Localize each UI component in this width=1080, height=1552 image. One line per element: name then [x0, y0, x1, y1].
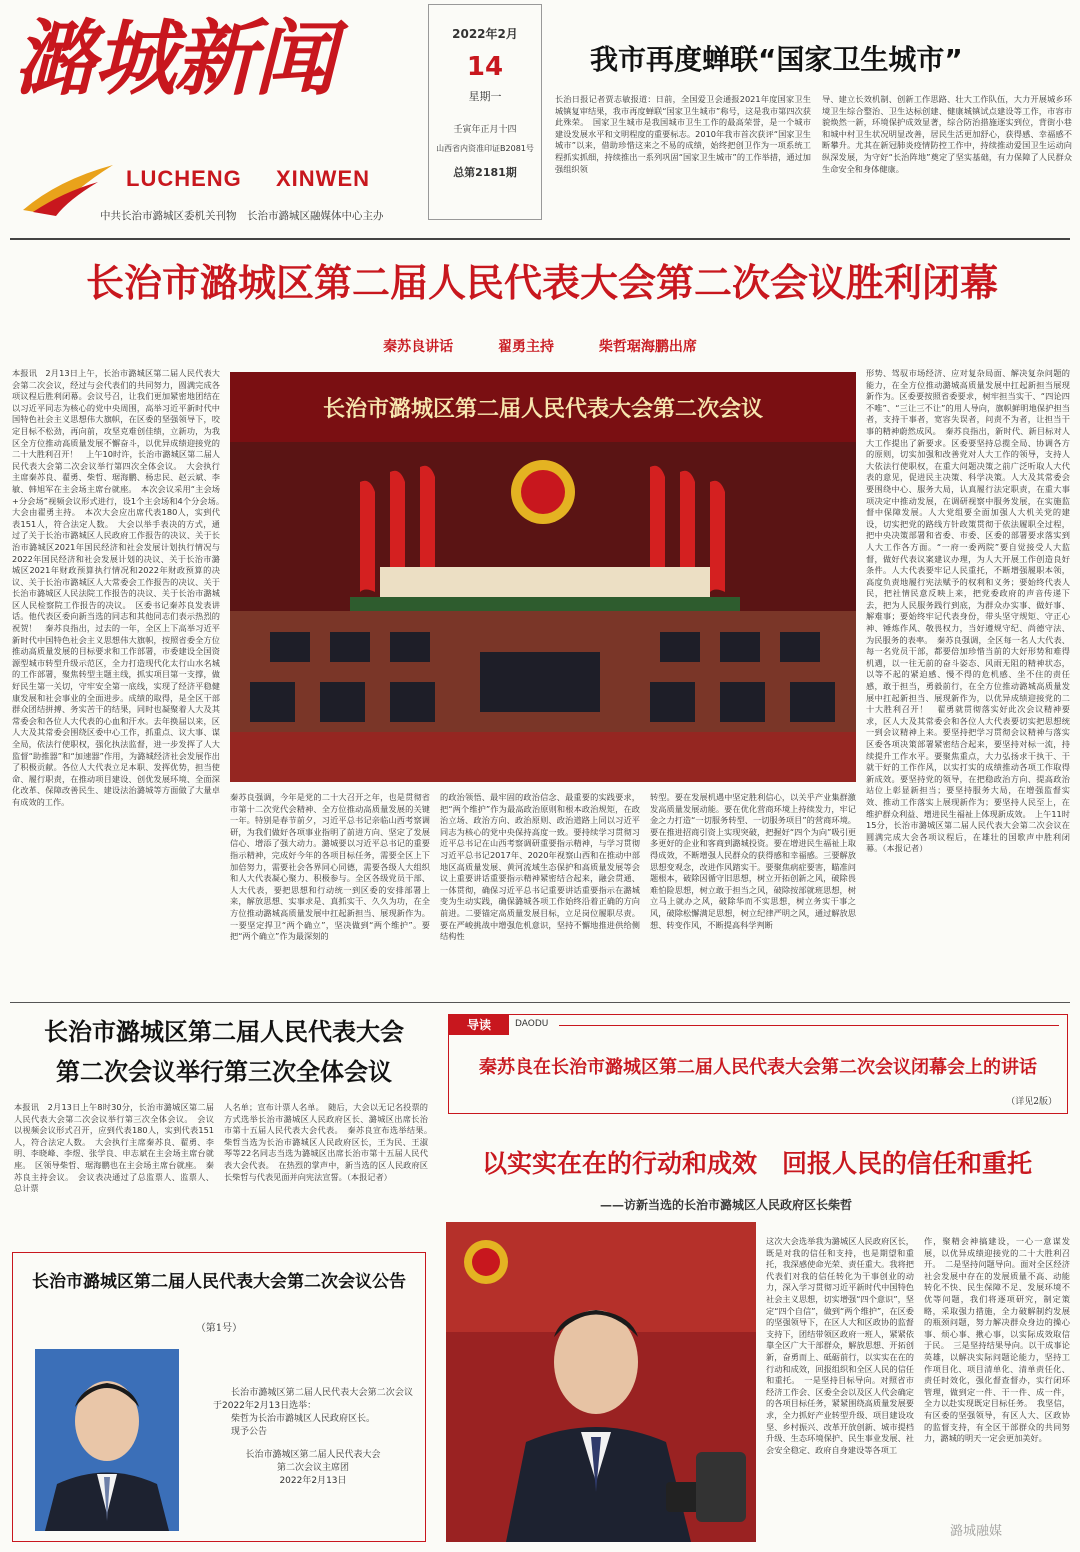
subhead-2: 翟勇主持 — [498, 339, 554, 355]
interview-subtitle: ——访新当选的长治市潞城区人民政府区长柴哲 — [600, 1198, 853, 1212]
date-year-month: 2022年2月 — [452, 27, 518, 41]
brand-en-2: XINWEN — [276, 166, 370, 191]
guide-title: 秦苏良在长治市潞城区第二届人民代表大会第二次会议闭幕会上的讲话 — [479, 1057, 1037, 1078]
lunar-date: 壬寅年正月十四 — [453, 125, 517, 135]
subhead-3: 柴哲琚海鹏出席 — [598, 339, 697, 355]
date-day: 14 — [466, 52, 504, 82]
subhead-1: 秦苏良讲话 — [383, 339, 454, 355]
notice-portrait — [35, 1349, 179, 1531]
brand-en-1: LUCHENG — [126, 166, 242, 191]
masthead-logo: 潞城新闻 — [14, 11, 334, 107]
lead-bottom-col-3: 转型。要在发展机遇中坚定胜利信心，以关乎产业集群激发高质量发展动能。要在优化营商环境上持续发力，牢记金之力打造“一切服务转型、一切服务项目”的营商环境。要在推进招商引资上实现突破，把握好“四个为向”吸引更多更好的企业和客商到潞城投资。要在增进民生福祉上取得成效，不断增强人民群众的获得感和幸福感。三要解放思想变观念，改进作风踏实干。要聚焦病症要害，瞄准问题根本，破除因循守旧思想，树立开拓创新之风，破除畏难怕险思想，树立敢于担当之风，破除按部就班思想，树立马上就办之风，破除华而不实思想，树立务实干事之风，破除松懈满足思想，树立纪律严明之风，通过解放思想、转变作风，不断提高科学判断 — [650, 792, 856, 930]
third-headline-2: 第二次会议举行第三次全体会议 — [56, 1058, 392, 1086]
guide-label: 导读 — [449, 1015, 509, 1035]
masthead-sponsor: 中共长治市潞城区委机关刊物 长治市潞城区融媒体中心主办 — [100, 210, 384, 222]
notice-body-3: 现予公告 — [231, 1427, 268, 1437]
lead-bottom-col-2: 的政治领悟、最牢固的政治信念、最重要的实践要求，把“两个维护”作为最高政治原则和根本政治规矩，在政治立场、政治方向、政治原则、政治道路上同以习近平同志为核心的党中央保持高度一致。要持续学习贯彻习近平总书记在山西考察调研重要指示精神，与学习贯彻习近平总书记2017年、2020年视察山西和在推动中部地区高质量发展、黄河流域生态保护和高质量发展等会议上重要讲话重要指示精神紧密结合起来，融会贯通、一体贯彻，确保习近平总书记重要讲话重要指示在潞城变为生动实践，确保潞城各项工作始终沿着正确的方向前进。二要锚定高质量发展目标，立足岗位履职尽责。要在严峻挑战中增强危机意识，坚持不懈地推进供给侧结构性 — [440, 792, 640, 942]
lead-bottom-col-1: 秦苏良强调，今年是党的二十大召开之年，也是贯彻省市第十二次党代会精神、全方位推动高质量发展的关键一年。特别是春节前夕，习近平总书记亲临山西考察调研，为我们做好各项事业指明了前进方向、坚定了发展信心、增添了强大动力。潞城要以习近平总书记的重要指示精神，完成好今年的各项目标任务，需要全区上下加倍努力，需要社会各界同心同德，需要各级人大组织和人大代表凝心聚力、积极参与。全区各级党员干部、人大代表，要把思想和行动统一到区委的安排部署上来，解放思想、实事求是、真抓实干、久久为功，在全方位推动潞城高质量发展中扛起新担当、展现新作为。一要坚定捍卫“两个确立”，坚决做到“两个维护”。要把“两个确立”作为最深刻的 — [230, 792, 430, 942]
interview-headline: 以实实在在的行动和成效 回报人民的信任和重托 — [481, 1149, 1032, 1178]
lead-col-left: 本报讯 2月13日上午，长治市潞城区第二届人民代表大会第二次会议，经过与会代表们的共同努力，圆满完成各项议程后胜利闭幕。会议号召，让我们更加紧密地团结在以习近平同志为核心的党中央周围，高举习近平新时代中国特色社会主义思想伟大旗帜，在区委的坚强领导下，咬定目标不松劲，再向前，攻坚克难创佳绩，立新功，为我区全方位推动高质量发展不懈奋斗，以优异成绩迎接党的二十大胜利召开！ 上午10时许，长治市潞城区第二届人民代表大会第二次会议举行第四次全体会议。 大会执行主席秦苏良、翟勇、柴哲、琚海鹏、杨忠民、赵云斌、李敏、韩旭军在主会场主席台就座。 本次会议采用“主会场+分会场”视频会议形式进行，设1个主会场和4个分会场。 大会由翟勇主持。 本次大会应出席代表180人，实到代表151人，符合法定人数。 大会以举手表决的方式，通过了关于长治市潞城区人民政府工作报告的决议、关于长治市潞城区2021年国民经济和社会发展计划执行情况与2022年国民经济和社会发展计划的决议、关于长治市潞城区2021年财政预算执行情况和2022年财政预算的决议、关于长治市潞城区人大常委会工作报告的决议、关于长治市潞城区人民法院工作报告的决议、关于长治市潞城区人民检察院工作报告的决议。 区委书记秦苏良发表讲话。他代表区委向新当选的同志和其他同志们表示热烈的祝贺！ 秦苏良指出，过去的一年，全区上下高举习近平新时代中国特色社会主义思想伟大旗帜，按照省委全方位推动高质量发展的目标要求和工作部署，市委建设全国资源型城市转型升级示范区，全力打造现代化太行山水名城的工作部署，聚焦转型主题主线，抓实项目第一支撑，做好民生第一关切，守牢安全第一底线，实现了经济平稳健康发展和社会事业的全面进步。成绩的取得，是全区干部群众团结拼搏、务实苦干的结果，同时也凝聚着人大及其常委会和各位人大代表的心血和汗水。去年换届以来，区人大及其常委会围绕区委中心工作，抓重点、议大事、谋全局，依法行使职权，强化执法监督，进一步发挥了人大监督“助推器”和“加速器”作用，为潞城经济社会发展作出了积极贡献。各位人大代表立足本职、发挥优势，担当使命、履行职责，在推动项目建设、创优发展环境、全面深化改革、保障改善民生、建设法治潞城等方面做了大量卓有成效的工作。 — [12, 368, 229, 807]
top-story-col-2: 导、建立长效机制、创新工作思路、壮大工作队伍，大力开展城乡环境卫生综合整治、卫生达标创建、健康城镇试点建设等工作，市容市貌焕然一新，环境保护成效显著，综合防治措施逐实到位，背街小巷和城中村卫生状况明显改善，居民生活更加舒心，获得感、幸福感不断攀升。尤其在新冠肺炎疫情防控工作中，持续推动爱国卫生运动向纵深发展，为守好“长治阵地”奠定了坚实基础，有力保障了人民群众生命安全和身体健康。 — [822, 94, 1072, 174]
lead-headline: 长治市潞城区第二届人民代表大会第二次会议胜利闭幕 — [85, 261, 998, 305]
notice-box — [12, 1252, 426, 1542]
interview-col-2: 作，聚精会神搞建设，一心一意谋发展，以优异成绩迎接党的二十大胜利召开。 二是坚持问题导向。面对全区经济社会发展中存在的发展质量不高、动能转化不快、民生保障不足、发展环境不优等问题，我们将逐项研究，制定策略，采取强力措施，全力破解制约发展的瓶颈问题，努力解决群众身边的操心事、烦心事、揪心事，以实际成效取信于民。 三是坚持结果导向。以干成事论英雄，以解决实际问题论能力，坚持工作项目化、项目清单化、清单责任化、责任时效化，强化督查督办，实行闭环管理，做到定一件、干一件、成一件，全力以赴实现既定目标任务。 我坚信，有区委的坚强领导，有区人大、区政协的监督支持，有全区干部群众的共同努力，潞城的明天一定会更加美好。 — [924, 1236, 1070, 1444]
interview-col-1: 这次大会选举我为潞城区人民政府区长，既是对我的信任和支持，也是期望和重托，我深感使命光荣、责任重大。我将把代表们对我的信任转化为干事创业的动力，深入学习贯彻习近平新时代中国特色社会主义思想，切实增强“四个意识”，坚定“四个自信”，做到“两个维护”，在区委的坚强领导下，在区人大和区政协的监督支持下，团结带领区政府一班人，紧紧依靠全区广大干部群众，解放思想、开拓创新，奋勇而上、砥砺前行，以实实在在的行动和成效，回报组织和全区人民的信任和重托。 一是坚持目标导向。对照省市经济工作会、区委全会以及区人代会确定的各项目标任务，紧紧围绕高质量发展要求，全力抓好产业转型升级、项目建设攻坚、乡村振兴、改革开放创新、城市提档升级、生态环境保护、民生事业发展、社会安全稳定、政府自身建设等各项工 — [766, 1236, 914, 1455]
notice-sign-1: 长治市潞城区第二届人民代表大会 — [245, 1450, 381, 1460]
lead-photo — [230, 372, 856, 782]
notice-sign-2: 第二次会议主席团 — [276, 1463, 349, 1473]
watermark: 潞城融媒 — [950, 1524, 1003, 1539]
notice-title: 长治市潞城区第二届人民代表大会第二次会议公告 — [32, 1272, 406, 1292]
weekday: 星期一 — [468, 90, 502, 103]
masthead-divider — [10, 238, 1070, 240]
notice-number: （第1号） — [195, 1323, 243, 1334]
third-col-1: 本报讯 2月13日上午8时30分，长治市潞城区第二届人民代表大会第二次会议举行第三次全体会议。 会议以视频会议形式召开，应到代表180人，实到代表151人，符合法定人数。 大会执行主席秦苏良、翟勇、李明、李晓峰、李煜、张学良、申志斌在主会场主席台就座。 区领导柴哲、琚海鹏也在主会场主席台就座。 秦苏良主持会议。 会议表决通过了总监票人、监票人、总计票 — [14, 1102, 214, 1194]
section-divider — [10, 1002, 1070, 1003]
guide-ref: （详见2版） — [1006, 1097, 1057, 1107]
date-box — [428, 4, 542, 220]
lead-photo-banner: 长治市潞城区第二届人民代表大会第二次会议 — [322, 397, 763, 422]
third-headline-1: 长治市潞城区第二届人民代表大会 — [44, 1018, 404, 1046]
top-story-headline: 我市再度蝉联“国家卫生城市” — [590, 43, 963, 76]
notice-body-1: 长治市潞城区第二届人民代表大会第二次会议于2022年2月13日选举： — [213, 1388, 413, 1411]
guide-label-en: DAODU — [515, 1019, 549, 1029]
notice-body — [213, 1387, 413, 1527]
notice-sign-date: 2022年2月13日 — [279, 1476, 347, 1486]
notice-body-2: 柴哲为长治市潞城区人民政府区长。 — [231, 1414, 376, 1424]
lead-subheads — [0, 336, 1080, 356]
permit-number: 山西省内资准印证B2081号 — [436, 144, 534, 153]
third-col-2: 人名单；宣布计票人名单。 随后，大会以无记名投票的方式选举长治市潞城区人民政府区长、潞城区出席长治市第十五届人民代表大会代表。 秦苏良宣布选举结果。 柴哲当选为长治市潞城区人民政府区长，王为民、王淑琴等22名同志当选为潞城区出席长治市第十五届人民代表大会代表。 在热烈的掌声中，新当选的区人民政府区长柴哲与代表见面并向宪法宣誓。（本报记者） — [224, 1102, 437, 1182]
lead-col-right: 形势、驾驭市场经济、应对复杂局面、解决复杂问题的能力，在全方位推动潞城高质量发展中扛起新担当展现新作为。区委要按照省委要求，树牢担当实干、“四论四不唯”、“三让三不让”的用人导向，旗帜鲜明地保护担当者，支持干事者，宽容失误者，问责不为者，让担当干事的精神蔚然成风。 秦苏良指出，新时代、新目标对人大工作提出了新要求。区委要坚持总揽全局、协调各方的原则，切实加强和改善党对人大工作的领导，支持人大依法行使职权，在重大问题决策之前广泛听取人大代表的意见，促进民主决策、科学决策。人大及其常委会要围绕中心、服务大局，认真履行法定职责，在重大事项决定中推动发展，在调研视察中服务发展，在实施监督中保障发展。人大党组要全面加强人大机关党的建设，切实把党的路线方针政策贯彻于依法履职全过程，把中央决策部署和省委、市委、区委的部署要求落实到人大工作各方面。“一府一委两院”要自觉接受人大监督，做好代表议案建议办理，为人大开展工作创造良好条件。人大代表要牢记人民重托，不断增强履职本领，高度负责地履行宪法赋予的权利和义务；要始终代表人民，把社情民意反映上来，把党委政府的声音传递下去，把为人民服务践行到底，为群众办实事、做好事、解难事；要始终牢记代表身份，带头坚守规矩、守正心神、锤炼作风、敬畏权力，当好遵规守纪、尚德守法、为民服务的表率。 秦苏良强调，全区每一名人大代表、每一名党员干部，都要倍加珍惜当前的大好形势和难得机遇，以一往无前的奋斗姿态、风雨无阻的精神状态，以等不起的紧迫感、慢不得的危机感、坐不住的责任感，敢于担当，勇毅前行，在全方位推动潞城高质量发展中扛起新担当、展现新作为，以优异成绩迎接党的二十大胜利召开！ 翟勇就贯彻落实好此次会议精神要求，区人大及其常委会和各位人大代表要切实把思想统一到会议精神上来。要坚持把学习贯彻会议精神与落实区委各项决策部署紧密结合起来，要坚持对标一流，持续提升工作水平。要聚焦重点，大力弘扬求干执干、干就干好的工作作风，以实打实的成绩推动各项工作取得新成效。要坚持党的领导，在把稳政治方向、提高政治站位上彰显新担当；要坚持服务大局，在增强监督实效、推动工作落实上展现新作为；要坚持人民至上，在维护群众利益、增进民生福祉上体现新成效。 上午11时15分，长治市潞城区第二届人民代表大会第二次会议在圆满完成大会各项议程后，在雄壮的国歌声中胜利闭幕。（本报记者） — [866, 368, 1070, 854]
guide-box — [448, 1014, 1068, 1114]
guide-divider — [559, 1025, 1059, 1026]
top-story-col-1: 长治日报记者贾志敏报道：日前，全国爱卫会通报2021年度国家卫生城镇复审结果，我市再度蝉联“国家卫生城市”称号，这是我市第四次获此殊荣。 国家卫生城市是我国城市卫生工作的最高荣誉，是一个城市建设发展水平和文明程度的重要标志。2010年我市首次获评“国家卫生城市”以来，借助珍惜这来之不易的成绩，始终把创卫作为一项系统工程抓实抓细，持续推出一系列巩固“国家卫生城市”的工作举措，通过加强组织领 — [555, 94, 811, 174]
issue-number: 总第2181期 — [453, 166, 517, 179]
interview-photo — [446, 1222, 756, 1542]
